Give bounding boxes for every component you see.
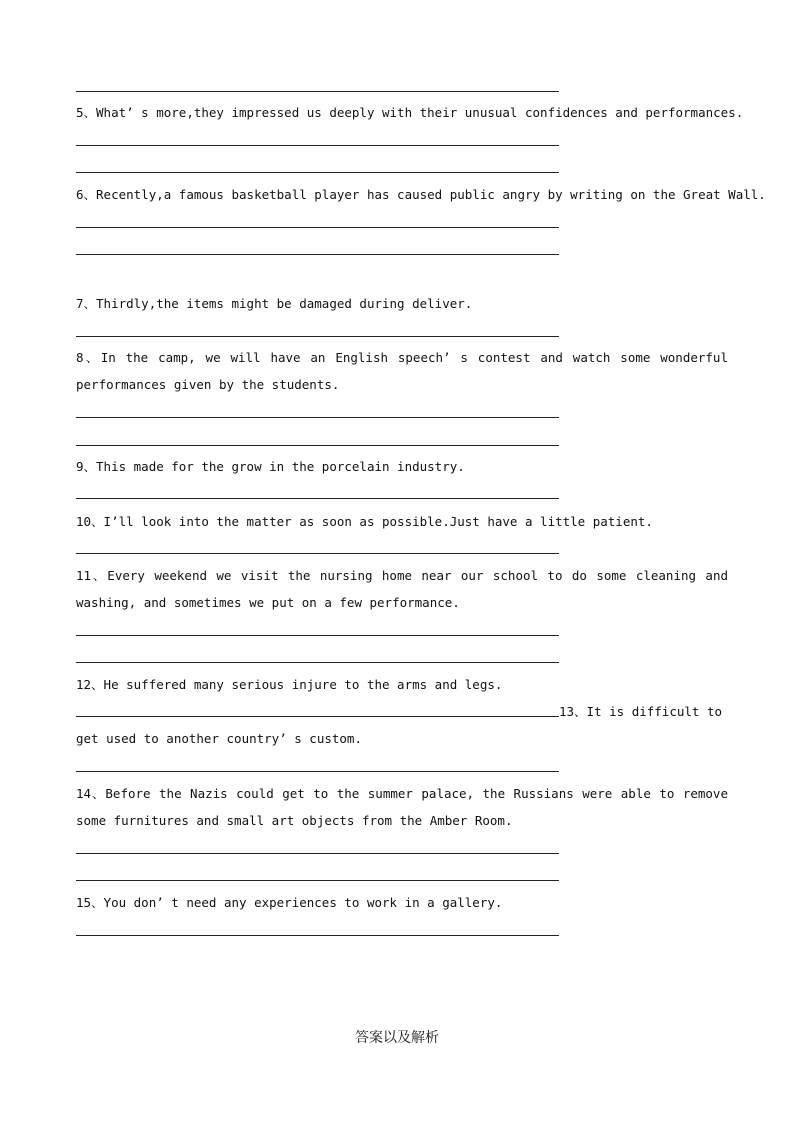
question-7: 7、Thirdly,the items might be damaged during deliver.	[76, 296, 473, 311]
answer-line[interactable]	[76, 662, 559, 663]
answer-line[interactable]	[76, 445, 559, 446]
question-12: 12、He suffered many serious injure to the arms and legs.	[76, 677, 503, 692]
question-8: 8、In the camp, we will have an English speech’ s contest and watch some wonderful performances given by the students.	[76, 350, 728, 392]
answer-line[interactable]	[76, 417, 559, 418]
question-9: 9、This made for the grow in the porcelain industry.	[76, 459, 465, 474]
answer-line[interactable]	[76, 635, 559, 636]
answer-line[interactable]	[76, 880, 559, 881]
question-11: 11、Every weekend we visit the nursing home near our school to do some cleaning and washing, and sometimes we put on a few performance.	[76, 568, 728, 610]
answer-line[interactable]	[76, 336, 559, 337]
question-13-continuation: get used to another country’ s custom.	[76, 731, 362, 746]
answers-heading: 答案以及解析	[355, 1030, 439, 1046]
answer-line[interactable]	[76, 172, 559, 173]
question-10: 10、I’ll look into the matter as soon as possible.Just have a little patient.	[76, 514, 653, 529]
answer-line[interactable]	[76, 771, 559, 772]
answer-line[interactable]	[76, 716, 559, 717]
answer-line[interactable]	[76, 498, 559, 499]
question-14: 14、Before the Nazis could get to the summer palace, the Russians were able to remove some furnitures and small art objects from the Amber Room.	[76, 786, 728, 828]
answer-line[interactable]	[76, 553, 559, 554]
answer-line[interactable]	[76, 853, 559, 854]
question-5: 5、What’ s more,they impressed us deeply with their unusual confidences and performances.	[76, 105, 744, 120]
answer-line[interactable]	[76, 254, 559, 255]
answer-line[interactable]	[76, 91, 559, 92]
answer-line[interactable]	[76, 227, 559, 228]
question-13: 13、It is difficult to	[559, 704, 723, 719]
answer-line[interactable]	[76, 935, 559, 936]
question-6: 6、Recently,a famous basketball player has caused public angry by writing on the Great Wall.	[76, 187, 766, 202]
answer-line[interactable]	[76, 145, 559, 146]
question-15: 15、You don’ t need any experiences to work in a gallery.	[76, 895, 503, 910]
